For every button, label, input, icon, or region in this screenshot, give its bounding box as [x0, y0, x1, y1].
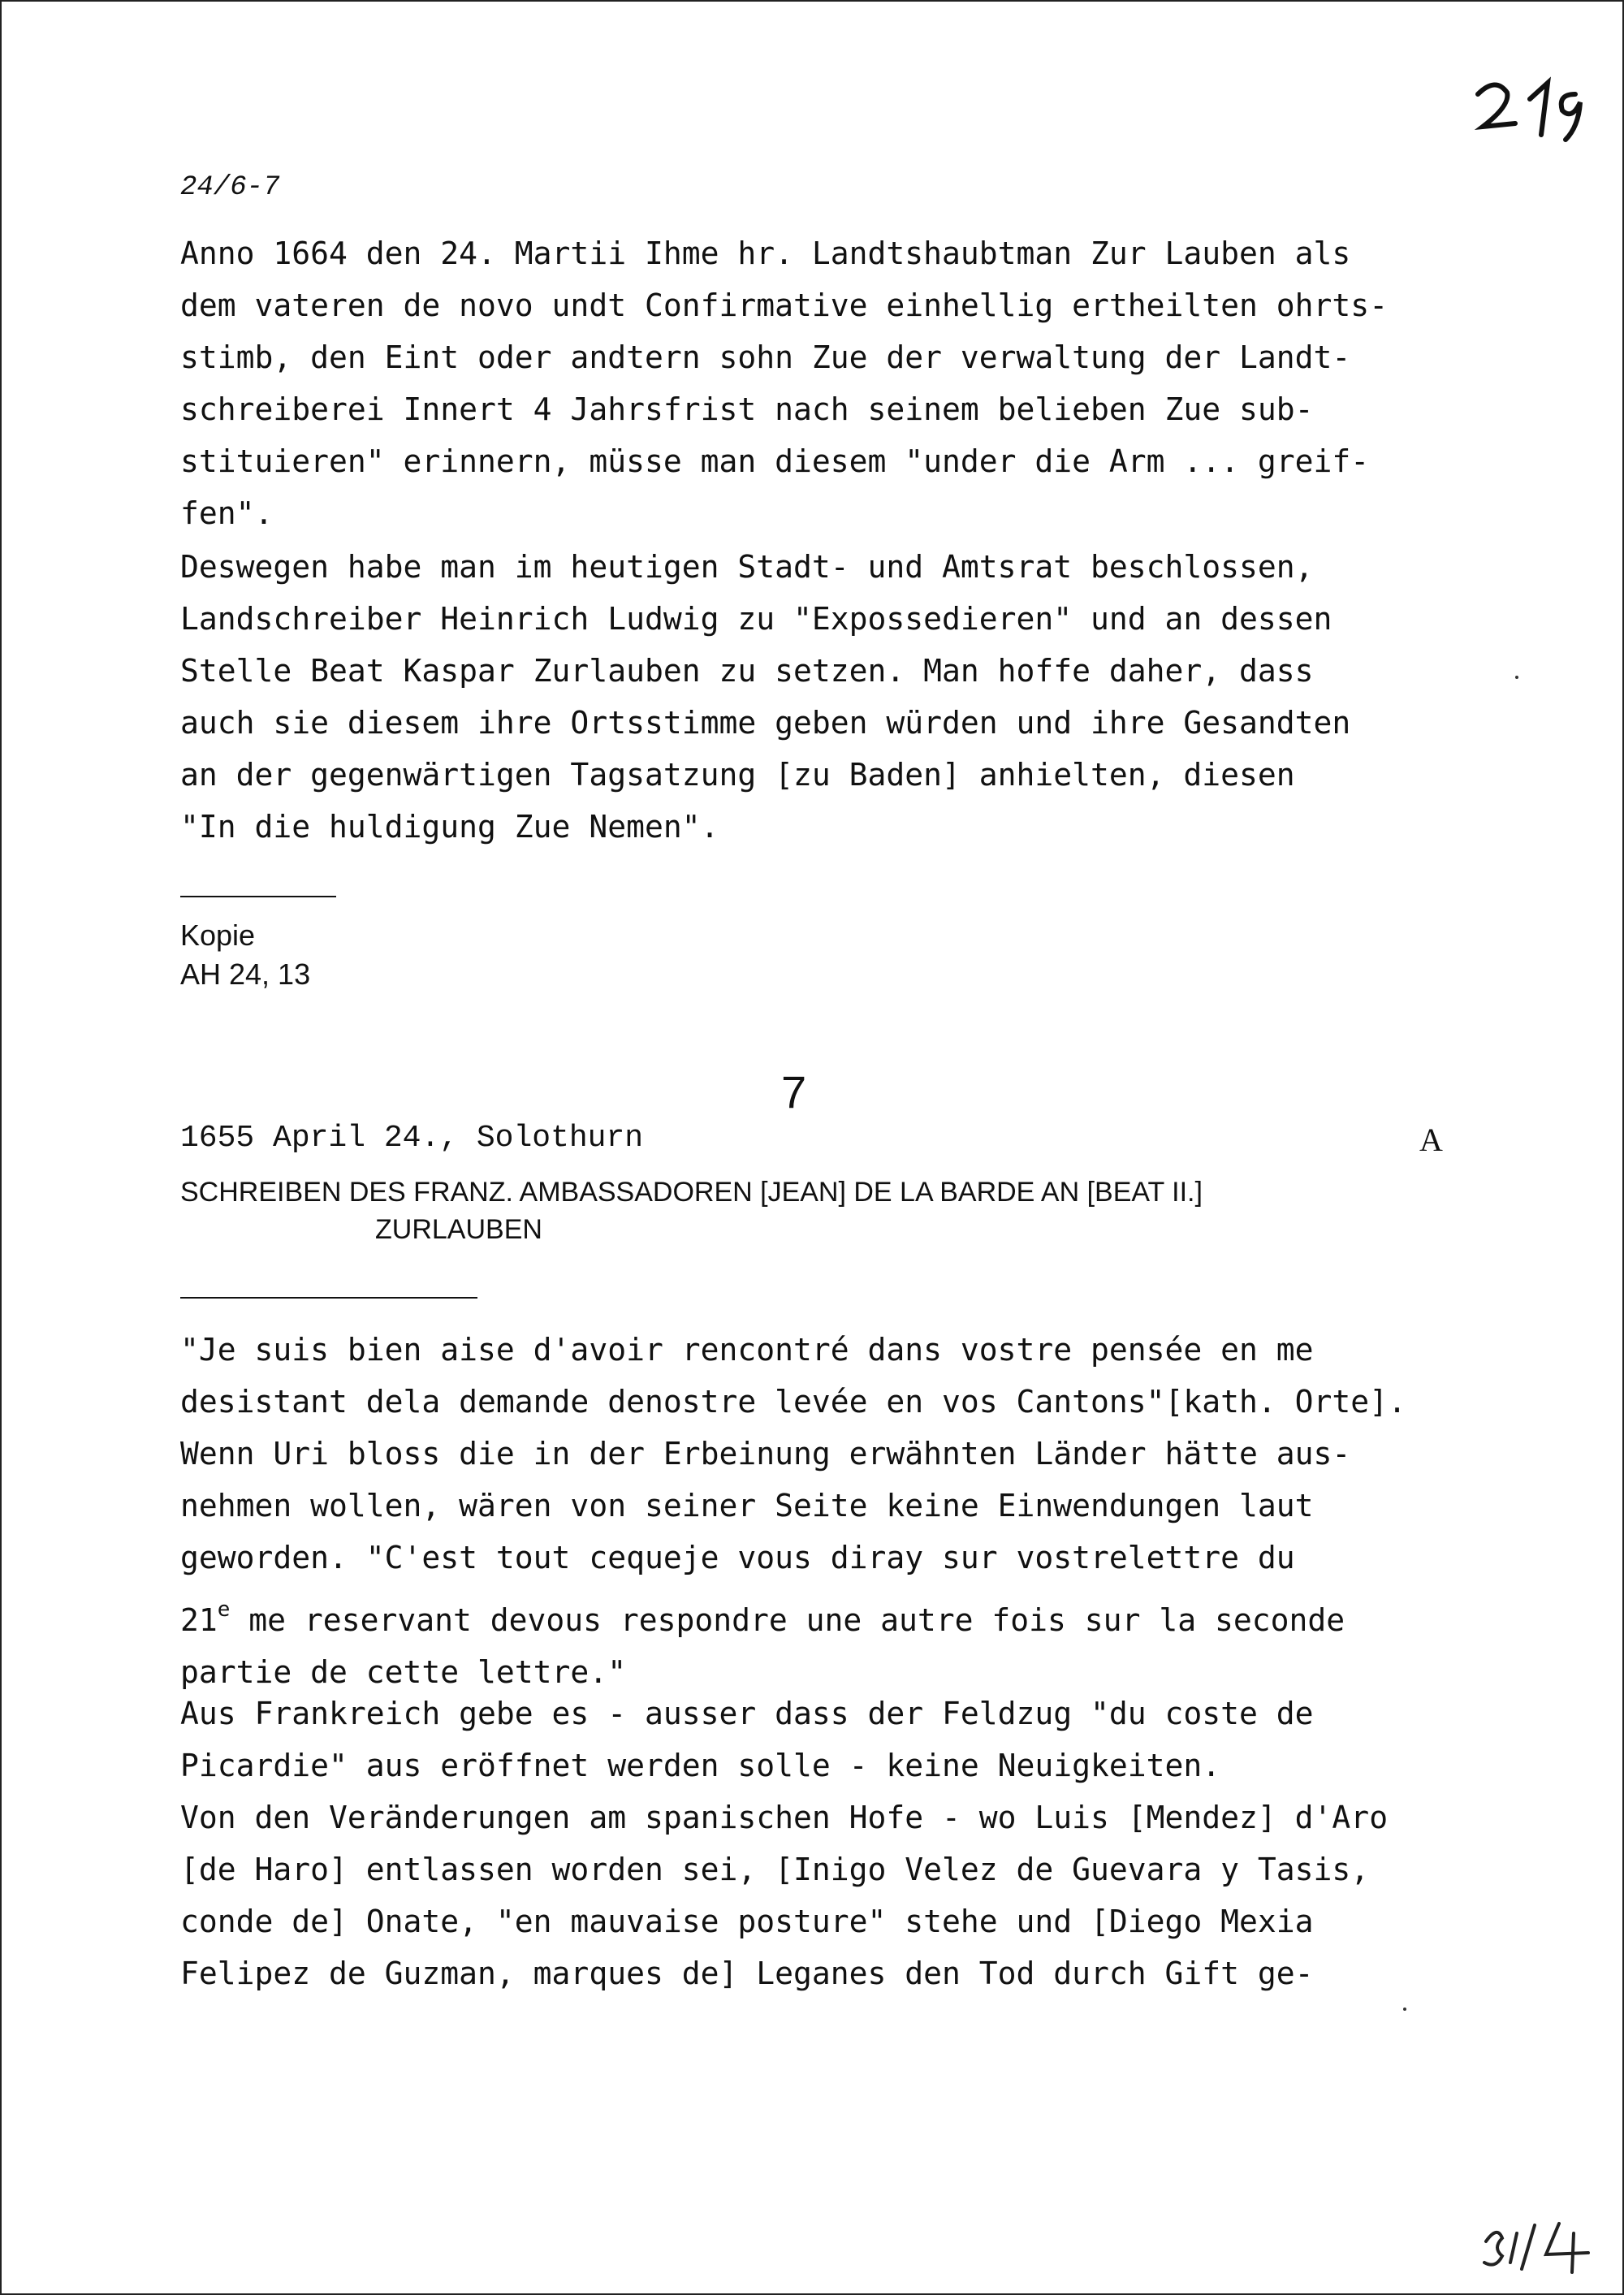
paragraph-4: Aus Frankreich gebe es - ausser dass der Feldzug "du coste de Picardie" aus eröffnet werden solle - keine Neuigkeiten. — [180, 1696, 1314, 1783]
entry-number: 7 — [781, 1066, 807, 1117]
paragraph-5: Von den Veränderungen am spanischen Hofe - wo Luis [Mendez] d'Aro [de Haro] entlassen worden sei, [Inigo Velez de Guevara y Tasis, conde de] Onate, "en mauvaise posture" stehe und [Diego Mexia Felipez de Guzman, marques de] Leganes den Tod durch Gift ge- — [180, 1800, 1389, 1991]
separator-rule — [180, 896, 336, 897]
entry-heading-line-2: ZURLAUBEN — [375, 1214, 542, 1245]
entry-heading-line-1: SCHREIBEN DES FRANZ. AMBASSADOREN [JEAN] DE LA BARDE AN [BEAT II.] — [180, 1177, 1203, 1208]
paragraph-3: "Je suis bien aise d'avoir rencontré dans vostre pensée en me desistant dela demande denostre levée en vos Cantons"[kath. Orte]. Wenn Uri bloss die in der Erbeinung erwähnten Länder hätte aus- nehmen wollen, wären von seiner Seite keine Einwendungen laut geworden. "C'est tout cequeje vous diray sur vostrelettre du 21e me reservant devous respondre une autre fois sur la seconde partie de cette lettre." — [180, 1332, 1406, 1690]
stray-mark — [1403, 2008, 1406, 2011]
entry-marker: A — [1419, 1122, 1443, 1158]
source-note — [180, 916, 310, 994]
handwritten-folio-number — [1471, 70, 1601, 143]
entry-dateline: 1655 April 24., Solothurn — [180, 1121, 644, 1156]
handwritten-archive-mark — [1478, 2209, 1600, 2274]
source-reference: AH 24, 13 — [180, 957, 311, 991]
stray-mark — [1515, 676, 1518, 679]
paragraph-2: Deswegen habe man im heutigen Stadt- und Amtsrat beschlossen, Landschreiber Heinrich Ludwig zu "Expossedieren" und an dessen Stelle Beat Kaspar Zurlauben zu setzen. Man hoffe daher, dass auch sie diesem ihre Ortsstimme geben würden und ihre Gesandten an der gegenwärtigen Tagsatzung [zu Baden] anhielten, diesen "In die huldigung Zue Nemen". — [180, 549, 1351, 845]
source-type: Kopie — [180, 918, 256, 952]
paragraph-1: Anno 1664 den 24. Martii Ihme hr. Landtshaubtman Zur Lauben als dem vateren de novo undt Confirmative einhellig ertheilten ohrts- stimb, den Eint oder andtern sohn Zue der verwaltung der Landt- schreiberei Innert 4 Jahrsfrist nach seinem belieben Zue sub- stituieren" erinnern, müsse man diesem "under die Arm ... greif- fen". — [180, 236, 1389, 531]
separator-rule — [180, 1297, 477, 1299]
entry-heading — [180, 1173, 1203, 1248]
document-reference: 24/6-7 — [180, 172, 280, 203]
